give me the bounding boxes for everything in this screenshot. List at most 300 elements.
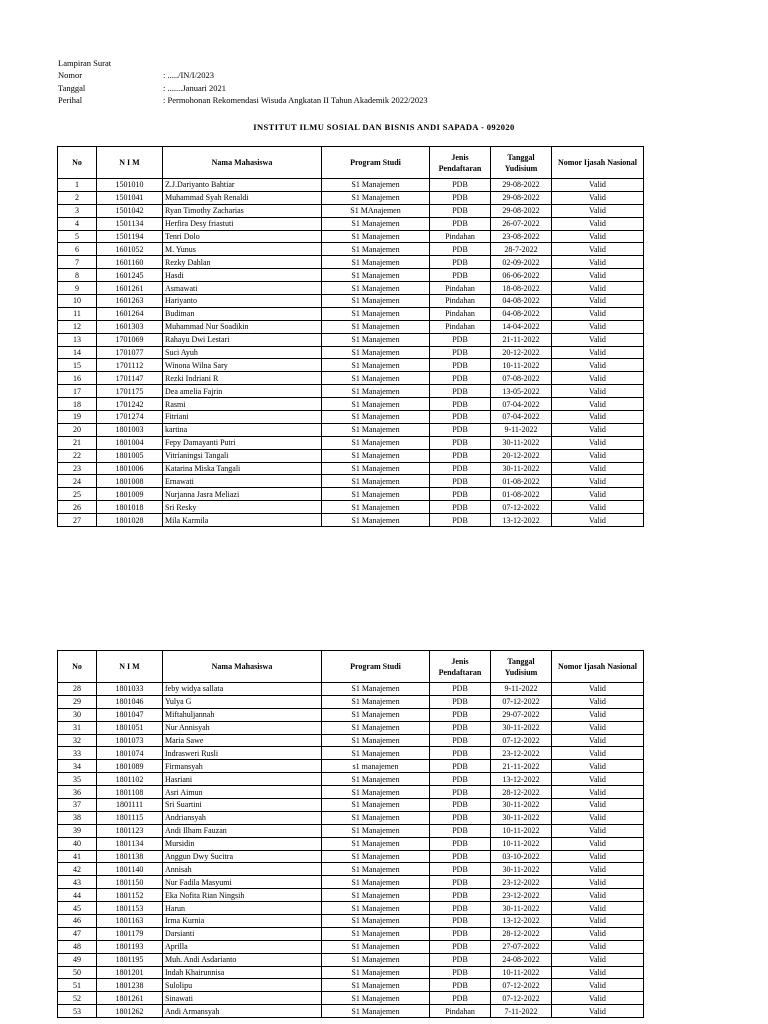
registration-cell: Pindahan (430, 230, 491, 243)
date-cell: 07-12-2022 (491, 695, 552, 708)
registration-cell: PDB (430, 786, 491, 799)
letter-label: Perihal (58, 95, 83, 106)
table-row (58, 307, 644, 320)
no-cell: 52 (58, 992, 97, 1005)
letter-row (58, 94, 428, 106)
name-cell: Fepy Damayanti Putri (163, 436, 322, 449)
date-cell: 28-7-2022 (491, 243, 552, 256)
column-header: Program Studi (322, 147, 430, 179)
certificate-cell: Valid (552, 953, 644, 966)
date-cell: 30-11-2022 (491, 863, 552, 876)
date-cell: 30-11-2022 (491, 902, 552, 915)
certificate-cell: Valid (552, 940, 644, 953)
name-cell: kartina (163, 423, 322, 436)
date-cell: 07-12-2022 (491, 501, 552, 514)
date-cell: 9-11-2022 (491, 423, 552, 436)
date-cell: 10-11-2022 (491, 824, 552, 837)
table-row (58, 385, 644, 398)
program-cell: S1 Manajemen (322, 359, 430, 372)
no-cell: 14 (58, 346, 97, 359)
column-header: N I M (97, 147, 163, 179)
certificate-cell: Valid (552, 282, 644, 295)
registration-cell: PDB (430, 462, 491, 475)
table-row (58, 953, 644, 966)
name-cell: Rahayu Dwi Lestari (163, 333, 322, 346)
nim-cell: 1701274 (97, 411, 163, 424)
program-cell: S1 MAnajemen (322, 204, 430, 217)
nim-cell: 1801033 (97, 683, 163, 696)
table-row (58, 889, 644, 902)
no-cell: 23 (58, 462, 97, 475)
certificate-cell: Valid (552, 683, 644, 696)
registration-cell: Pindahan (430, 282, 491, 295)
program-cell: S1 Manajemen (322, 514, 430, 527)
date-cell: 30-11-2022 (491, 436, 552, 449)
nim-cell: 1501041 (97, 191, 163, 204)
no-cell: 16 (58, 372, 97, 385)
certificate-cell: Valid (552, 799, 644, 812)
registration-cell: PDB (430, 966, 491, 979)
program-cell: S1 Manajemen (322, 811, 430, 824)
date-cell: 06-06-2022 (491, 269, 552, 282)
table-row (58, 346, 644, 359)
nim-cell: 1801006 (97, 462, 163, 475)
program-cell: S1 Manajemen (322, 488, 430, 501)
registration-cell: PDB (430, 501, 491, 514)
date-cell: 13-12-2022 (491, 773, 552, 786)
registration-cell: PDB (430, 927, 491, 940)
program-cell: S1 Manajemen (322, 799, 430, 812)
nim-cell: 1501042 (97, 204, 163, 217)
registration-cell: PDB (430, 889, 491, 902)
table-row (58, 695, 644, 708)
name-cell: Katarina Miska Tangali (163, 462, 322, 475)
certificate-cell: Valid (552, 475, 644, 488)
no-cell: 49 (58, 953, 97, 966)
letter-label: Nomor (58, 70, 83, 81)
table-row (58, 514, 644, 527)
table-header-row (58, 651, 644, 683)
no-cell: 15 (58, 359, 97, 372)
date-cell: 27-07-2022 (491, 940, 552, 953)
registration-cell: PDB (430, 423, 491, 436)
name-cell: Irma Kurnia (163, 915, 322, 928)
column-header: No (58, 651, 97, 683)
certificate-cell: Valid (552, 423, 644, 436)
registration-cell: PDB (430, 514, 491, 527)
nim-cell: 1801163 (97, 915, 163, 928)
nim-cell: 1701175 (97, 385, 163, 398)
program-cell: S1 Manajemen (322, 256, 430, 269)
no-cell: 50 (58, 966, 97, 979)
program-cell: S1 Manajemen (322, 721, 430, 734)
nim-cell: 1501134 (97, 217, 163, 230)
program-cell: S1 Manajemen (322, 179, 430, 192)
no-cell: 43 (58, 876, 97, 889)
no-cell: 10 (58, 295, 97, 308)
date-cell: 26-07-2022 (491, 217, 552, 230)
registration-cell: PDB (430, 799, 491, 812)
table-row (58, 992, 644, 1005)
name-cell: Rasmi (163, 398, 322, 411)
registration-cell: PDB (430, 385, 491, 398)
no-cell: 11 (58, 307, 97, 320)
certificate-cell: Valid (552, 876, 644, 889)
date-cell: 23-12-2022 (491, 876, 552, 889)
nim-cell: 1801028 (97, 514, 163, 527)
name-cell: Rezky Dahlan (163, 256, 322, 269)
certificate-cell: Valid (552, 333, 644, 346)
program-cell: S1 Manajemen (322, 734, 430, 747)
table-row (58, 333, 644, 346)
registration-cell: PDB (430, 979, 491, 992)
letter-header (58, 57, 428, 107)
no-cell: 3 (58, 204, 97, 217)
table-header-row (58, 147, 644, 179)
no-cell: 4 (58, 217, 97, 230)
nim-cell: 1601160 (97, 256, 163, 269)
date-cell: 02-09-2022 (491, 256, 552, 269)
no-cell: 1 (58, 179, 97, 192)
nim-cell: 1701069 (97, 333, 163, 346)
name-cell: Sri Resky (163, 501, 322, 514)
nim-cell: 1801047 (97, 708, 163, 721)
letter-label: Lampiran Surat (58, 58, 112, 68)
date-cell: 29-07-2022 (491, 708, 552, 721)
table-row (58, 320, 644, 333)
name-cell: Tenri Dolo (163, 230, 322, 243)
program-cell: S1 Manajemen (322, 385, 430, 398)
program-cell: S1 Manajemen (322, 269, 430, 282)
name-cell: Suci Ayuh (163, 346, 322, 359)
date-cell: 30-11-2022 (491, 462, 552, 475)
nim-cell: 1801261 (97, 992, 163, 1005)
table-row (58, 423, 644, 436)
date-cell: 30-11-2022 (491, 799, 552, 812)
date-cell: 07-04-2022 (491, 398, 552, 411)
no-cell: 35 (58, 773, 97, 786)
certificate-cell: Valid (552, 514, 644, 527)
certificate-cell: Valid (552, 747, 644, 760)
name-cell: Indah Khairunnisa (163, 966, 322, 979)
name-cell: Ryan Timothy Zacharias (163, 204, 322, 217)
registration-cell: PDB (430, 721, 491, 734)
nim-cell: 1501010 (97, 179, 163, 192)
date-cell: 28-12-2022 (491, 786, 552, 799)
letter-row (58, 69, 428, 81)
nim-cell: 1801123 (97, 824, 163, 837)
table-row (58, 863, 644, 876)
certificate-cell: Valid (552, 307, 644, 320)
name-cell: feby widya sallata (163, 683, 322, 696)
no-cell: 44 (58, 889, 97, 902)
nim-cell: 1801089 (97, 760, 163, 773)
date-cell: 07-12-2022 (491, 979, 552, 992)
registration-cell: PDB (430, 695, 491, 708)
no-cell: 25 (58, 488, 97, 501)
registration-cell: PDB (430, 436, 491, 449)
no-cell: 47 (58, 927, 97, 940)
table-row (58, 411, 644, 424)
nim-cell: 1801074 (97, 747, 163, 760)
program-cell: S1 Manajemen (322, 992, 430, 1005)
name-cell: Muh. Andi Asdarianto (163, 953, 322, 966)
registration-cell: PDB (430, 902, 491, 915)
column-header: Nomor Ijasah Nasional (552, 651, 644, 683)
registration-cell: Pindahan (430, 295, 491, 308)
certificate-cell: Valid (552, 230, 644, 243)
program-cell: S1 Manajemen (322, 695, 430, 708)
no-cell: 12 (58, 320, 97, 333)
name-cell: Muhammad Syah Renaldi (163, 191, 322, 204)
nim-cell: 1801005 (97, 449, 163, 462)
program-cell: S1 Manajemen (322, 1005, 430, 1018)
program-cell: S1 Manajemen (322, 876, 430, 889)
name-cell: Dea amelia Fajrin (163, 385, 322, 398)
no-cell: 8 (58, 269, 97, 282)
date-cell: 07-12-2022 (491, 734, 552, 747)
nim-cell: 1601052 (97, 243, 163, 256)
nim-cell: 1801201 (97, 966, 163, 979)
no-cell: 13 (58, 333, 97, 346)
registration-cell: PDB (430, 773, 491, 786)
program-cell: S1 Manajemen (322, 915, 430, 928)
table-row (58, 824, 644, 837)
certificate-cell: Valid (552, 966, 644, 979)
certificate-cell: Valid (552, 411, 644, 424)
column-header: Jenis Pendaftaran (430, 147, 491, 179)
no-cell: 53 (58, 1005, 97, 1018)
certificate-cell: Valid (552, 449, 644, 462)
certificate-cell: Valid (552, 850, 644, 863)
registration-cell: PDB (430, 359, 491, 372)
date-cell: 07-12-2022 (491, 992, 552, 1005)
name-cell: M. Yunus (163, 243, 322, 256)
program-cell: S1 Manajemen (322, 295, 430, 308)
name-cell: Annisah (163, 863, 322, 876)
program-cell: S1 Manajemen (322, 217, 430, 230)
name-cell: Yulya G (163, 695, 322, 708)
date-cell: 30-11-2022 (491, 811, 552, 824)
column-header: No (58, 147, 97, 179)
registration-cell: PDB (430, 876, 491, 889)
table-row (58, 811, 644, 824)
no-cell: 2 (58, 191, 97, 204)
column-header: Tanggal Yudisium (491, 147, 552, 179)
program-cell: S1 Manajemen (322, 243, 430, 256)
program-cell: S1 Manajemen (322, 747, 430, 760)
certificate-cell: Valid (552, 979, 644, 992)
program-cell: S1 Manajemen (322, 230, 430, 243)
no-cell: 27 (58, 514, 97, 527)
program-cell: S1 Manajemen (322, 979, 430, 992)
name-cell: Mursidin (163, 837, 322, 850)
date-cell: 04-08-2022 (491, 295, 552, 308)
no-cell: 51 (58, 979, 97, 992)
certificate-cell: Valid (552, 915, 644, 928)
date-cell: 21-11-2022 (491, 760, 552, 773)
table-row (58, 359, 644, 372)
date-cell: 03-10-2022 (491, 850, 552, 863)
date-cell: 13-12-2022 (491, 514, 552, 527)
name-cell: Andi Armansyah (163, 1005, 322, 1018)
date-cell: 24-08-2022 (491, 953, 552, 966)
table-row (58, 708, 644, 721)
certificate-cell: Valid (552, 786, 644, 799)
no-cell: 7 (58, 256, 97, 269)
table-row (58, 398, 644, 411)
date-cell: 07-04-2022 (491, 411, 552, 424)
registration-cell: PDB (430, 915, 491, 928)
program-cell: S1 Manajemen (322, 333, 430, 346)
program-cell: S1 Manajemen (322, 940, 430, 953)
nim-cell: 1801003 (97, 423, 163, 436)
registration-cell: PDB (430, 269, 491, 282)
registration-cell: PDB (430, 734, 491, 747)
name-cell: Hasdi (163, 269, 322, 282)
no-cell: 30 (58, 708, 97, 721)
table-row (58, 501, 644, 514)
registration-cell: PDB (430, 488, 491, 501)
table-row (58, 295, 644, 308)
name-cell: Darsianti (163, 927, 322, 940)
nim-cell: 1601303 (97, 320, 163, 333)
registration-cell: PDB (430, 372, 491, 385)
program-cell: S1 Manajemen (322, 953, 430, 966)
no-cell: 48 (58, 940, 97, 953)
graduate-table-2 (57, 650, 644, 1018)
no-cell: 19 (58, 411, 97, 424)
program-cell: S1 Manajemen (322, 824, 430, 837)
nim-cell: 1801046 (97, 695, 163, 708)
no-cell: 38 (58, 811, 97, 824)
no-cell: 28 (58, 683, 97, 696)
table-row (58, 734, 644, 747)
certificate-cell: Valid (552, 269, 644, 282)
letter-value: : .......Januari 2021 (163, 82, 227, 93)
certificate-cell: Valid (552, 488, 644, 501)
registration-cell: PDB (430, 824, 491, 837)
program-cell: S1 Manajemen (322, 307, 430, 320)
table-row (58, 449, 644, 462)
registration-cell: PDB (430, 243, 491, 256)
no-cell: 40 (58, 837, 97, 850)
certificate-cell: Valid (552, 179, 644, 192)
no-cell: 34 (58, 760, 97, 773)
nim-cell: 1801111 (97, 799, 163, 812)
name-cell: Hasriani (163, 773, 322, 786)
nim-cell: 1801152 (97, 889, 163, 902)
registration-cell: PDB (430, 204, 491, 217)
table-row (58, 475, 644, 488)
no-cell: 18 (58, 398, 97, 411)
nim-cell: 1701147 (97, 372, 163, 385)
no-cell: 26 (58, 501, 97, 514)
certificate-cell: Valid (552, 708, 644, 721)
no-cell: 20 (58, 423, 97, 436)
registration-cell: PDB (430, 953, 491, 966)
name-cell: Asmawati (163, 282, 322, 295)
nim-cell: 1801004 (97, 436, 163, 449)
program-cell: S1 Manajemen (322, 423, 430, 436)
program-cell: S1 Manajemen (322, 191, 430, 204)
name-cell: Miftahuljannah (163, 708, 322, 721)
name-cell: Asri Aimun (163, 786, 322, 799)
no-cell: 9 (58, 282, 97, 295)
table-row (58, 799, 644, 812)
certificate-cell: Valid (552, 1005, 644, 1018)
no-cell: 29 (58, 695, 97, 708)
table-row (58, 243, 644, 256)
table-row (58, 1005, 644, 1018)
registration-cell: PDB (430, 256, 491, 269)
registration-cell: PDB (430, 683, 491, 696)
certificate-cell: Valid (552, 811, 644, 824)
nim-cell: 1701112 (97, 359, 163, 372)
certificate-cell: Valid (552, 191, 644, 204)
program-cell: S1 Manajemen (322, 708, 430, 721)
certificate-cell: Valid (552, 462, 644, 475)
table-row (58, 488, 644, 501)
registration-cell: PDB (430, 747, 491, 760)
table-row (58, 940, 644, 953)
table-row (58, 256, 644, 269)
nim-cell: 1601264 (97, 307, 163, 320)
no-cell: 31 (58, 721, 97, 734)
program-cell: S1 Manajemen (322, 683, 430, 696)
table-row (58, 179, 644, 192)
nim-cell: 1801134 (97, 837, 163, 850)
date-cell: 9-11-2022 (491, 683, 552, 696)
program-cell: S1 Manajemen (322, 449, 430, 462)
certificate-cell: Valid (552, 734, 644, 747)
certificate-cell: Valid (552, 436, 644, 449)
date-cell: 18-08-2022 (491, 282, 552, 295)
name-cell: Budiman (163, 307, 322, 320)
date-cell: 20-12-2022 (491, 449, 552, 462)
date-cell: 29-08-2022 (491, 179, 552, 192)
registration-cell: Pindahan (430, 307, 491, 320)
name-cell: Z.J.Dariyanto Bahtiar (163, 179, 322, 192)
certificate-cell: Valid (552, 398, 644, 411)
nim-cell: 1801153 (97, 902, 163, 915)
nim-cell: 1801108 (97, 786, 163, 799)
letter-row (58, 57, 428, 69)
name-cell: Sri Suartini (163, 799, 322, 812)
table-row (58, 683, 644, 696)
program-cell: S1 Manajemen (322, 501, 430, 514)
certificate-cell: Valid (552, 372, 644, 385)
nim-cell: 1801238 (97, 979, 163, 992)
program-cell: S1 Manajemen (322, 863, 430, 876)
no-cell: 41 (58, 850, 97, 863)
name-cell: Ernawati (163, 475, 322, 488)
table-row (58, 282, 644, 295)
name-cell: Fitriani (163, 411, 322, 424)
date-cell: 23-12-2022 (491, 747, 552, 760)
certificate-cell: Valid (552, 824, 644, 837)
letter-label: Tanggal (58, 82, 86, 93)
nim-cell: 1801179 (97, 927, 163, 940)
registration-cell: PDB (430, 346, 491, 359)
name-cell: Nur Fadila Masyumi (163, 876, 322, 889)
registration-cell: PDB (430, 811, 491, 824)
no-cell: 39 (58, 824, 97, 837)
program-cell: S1 Manajemen (322, 850, 430, 863)
program-cell: S1 Manajemen (322, 411, 430, 424)
registration-cell: PDB (430, 837, 491, 850)
name-cell: Anggun Dwy Sucitra (163, 850, 322, 863)
